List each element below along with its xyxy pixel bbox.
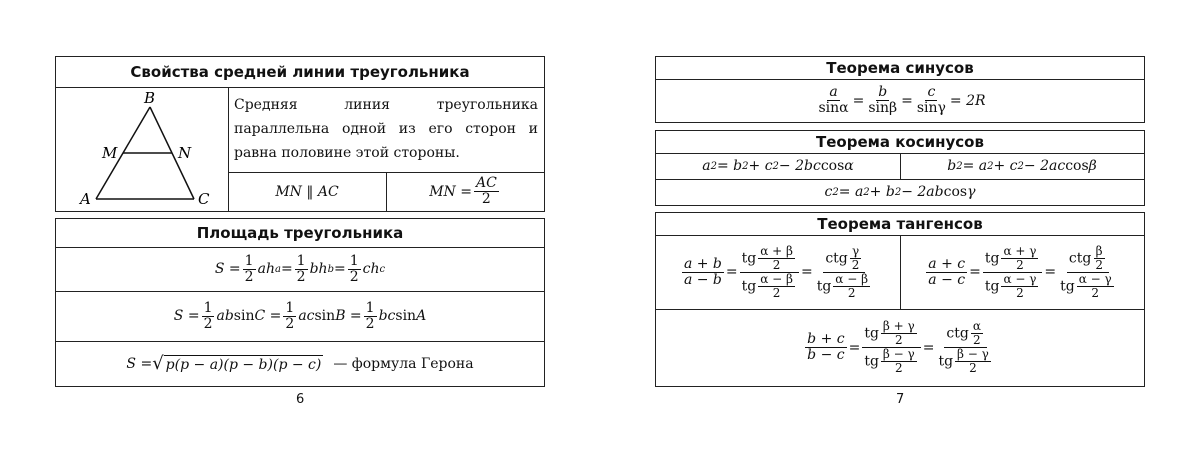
label-n: N [178,144,192,162]
area-formula-heights: S = $\frac{1}{2}$ ah a = $\frac{1}{2}$ bh b = $\frac{1}{2}$ ch c [214,252,386,285]
page-number-right: 7 [896,392,905,407]
page-number-left: 6 [296,392,305,407]
sines-title: Теорема синусов [656,57,1144,80]
fraction-half: $\frac{1}{2}$ [349,252,359,285]
cosine-law-c: c 2 = a 2 + b 2 − 2ab cos γ [824,184,976,200]
cosine-law-b: b 2 = a 2 + c 2 − 2ac cos β [947,158,1097,174]
sines-formula: $\frac{a}{\sin\alpha}$ = $\frac{b}{\sin\beta}$ = $\frac{c}{\sin\gamma}$ = 2R [818,84,986,116]
fraction-half: $\frac{1}{2}$ [244,252,254,285]
label-m: M [102,144,118,162]
tangent-law-ac: $\frac{a + c}{a - c}$ = tg $\frac{\alpha + \gamma}{2}$ tg $\frac{\alpha - \gamma}{2}$ = ctg $\frac{\beta}{2}$ tg $\frac{\alpha - \gamma}{2}$ [928,243,1112,300]
midline-title: Свойства средней линии треугольника [56,57,544,88]
fraction-denominator: 2 [481,191,491,207]
area-title: Площадь треугольника [56,219,544,248]
fraction-half: $\frac{1}{2}$ [285,299,295,332]
fraction-half: $\frac{1}{2}$ [203,299,213,332]
fraction-half: $\frac{1}{2}$ [296,252,306,285]
heron-label: — формула Герона [333,355,474,372]
cosines-title: Теорема косинусов [656,131,1144,154]
label-b: B [144,89,156,107]
triangle-diagram [56,87,228,211]
equal-formula [386,172,544,211]
parallel-rhs: AC [317,183,339,200]
label-a: A [80,190,91,208]
equal-lhs: MN = [429,183,472,200]
cosine-law-a: a 2 = b 2 + c 2 − 2bc cos α [702,158,854,174]
tangents-card [655,212,1145,387]
fraction-a: $\frac{a}{\sin\alpha}$ [818,84,849,116]
area-formula-sines: S = $\frac{1}{2}$ ab sin C = $\frac{1}{2}$ ac sin B = $\frac{1}{2}$ bc sin A [173,299,427,332]
sines-card [655,56,1145,123]
cosines-card [655,130,1145,206]
midline-description: Средняя линия треугольника параллельна одной из его сторон и равна половине этой стороны. [234,97,538,161]
tangent-law-ab: $\frac{a + b}{a - b}$ = tg $\frac{\alpha + \beta}{2}$ tg $\frac{\alpha - \beta}{2}$ = ctg $\frac{\gamma}{2}$ tg $\frac{\alpha - \beta}{2}$ [683,243,869,300]
sines-rhs: = 2R [949,92,986,109]
label-c: C [198,190,210,208]
fraction-b: $\frac{b}{\sin\beta}$ [868,84,898,116]
parallel-lhs: MN [275,183,302,200]
area-card [55,218,545,387]
fraction-numerator: AC [475,175,497,191]
equal-fraction [474,176,499,207]
parallel-sign: ‖ [301,183,318,200]
area-formula-heron: S = √ p(p − a)(p − b)(p − c) — формула Герона [126,353,474,374]
parallel-formula [228,172,386,211]
fraction-half: $\frac{1}{2}$ [365,299,375,332]
tangents-title: Теорема тангенсов [656,213,1144,236]
tangent-law-bc: $\frac{b + c}{b - c}$ = tg $\frac{\beta + \gamma}{2}$ tg $\frac{\beta - \gamma}{2}$ = ctg $\frac{\alpha}{2}$ tg $\frac{\beta - \gamma}{2}$ [807,319,989,375]
fraction-c: $\frac{c}{\sin\gamma}$ [916,84,946,116]
midline-card [55,56,545,212]
